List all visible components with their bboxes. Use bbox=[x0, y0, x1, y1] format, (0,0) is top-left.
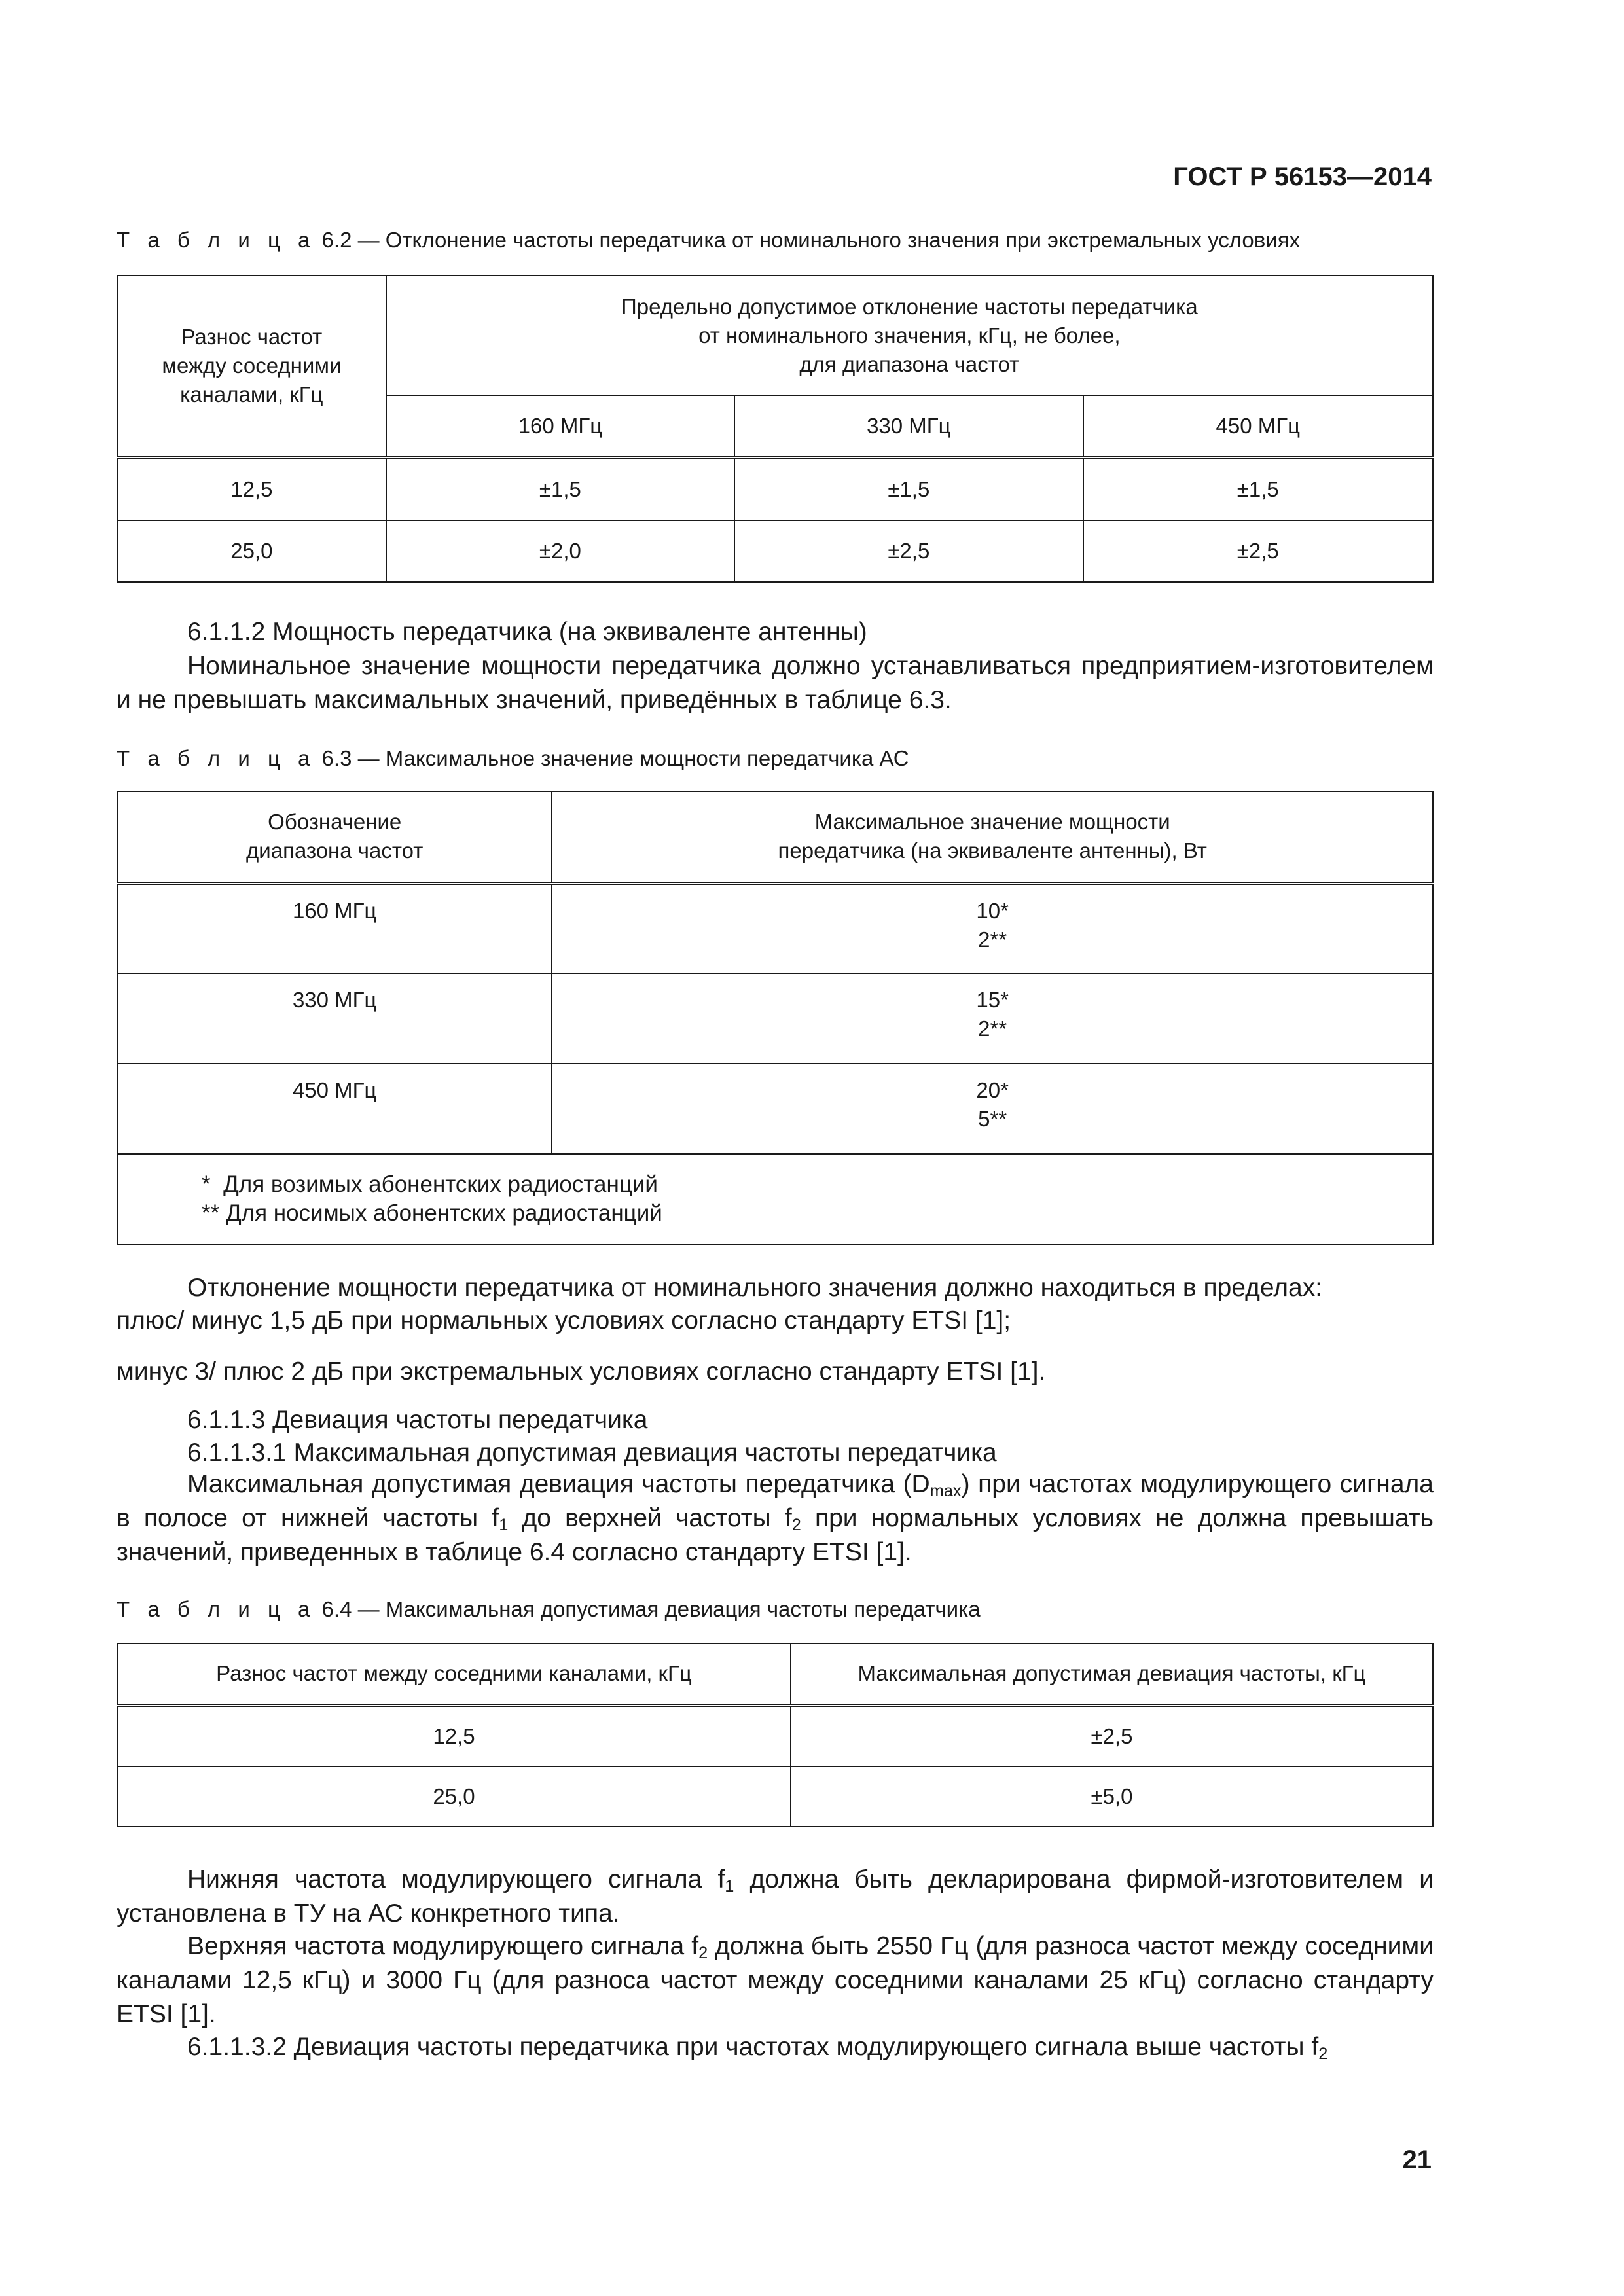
deviation-line-1: Отклонение мощности передатчика от номинального значения должно находиться в пределах: bbox=[187, 1274, 1323, 1302]
caption-text: 6.3 — Максимальное значение мощности передатчика АС bbox=[321, 746, 909, 770]
document-id: ГОСТ Р 56153—2014 bbox=[1173, 162, 1432, 191]
header-band: Обозначение диапазона частот bbox=[117, 791, 552, 883]
header-channel-spacing: Разнос частот между соседними каналами, кГц bbox=[117, 1643, 791, 1705]
table-row: 450 МГц 20* 5** bbox=[117, 1064, 1433, 1154]
header-330: 330 МГц bbox=[734, 395, 1083, 457]
caption-text: 6.4 — Максимальная допустимая девиация частоты передатчика bbox=[321, 1597, 981, 1621]
table-row: 12,5 ±2,5 bbox=[117, 1705, 1433, 1767]
header-450: 450 МГц bbox=[1083, 395, 1433, 457]
table-6-3-caption bbox=[117, 746, 909, 771]
section-6-1-1-3-2-heading: 6.1.1.3.2 Девиация частоты передатчика при частотах модулирующего сигнала выше частоты $f_2$ bbox=[187, 2033, 1328, 2063]
page-number: 21 bbox=[1402, 2145, 1432, 2174]
deviation-line-2: плюс/ минус 1,5 дБ при нормальных условиях согласно стандарту ETSI [1]; bbox=[117, 1306, 1011, 1335]
table-row: 25,0 ±5,0 bbox=[117, 1767, 1433, 1827]
table-row: 25,0 ±2,0 ±2,5 ±2,5 bbox=[117, 520, 1433, 582]
caption-word: Т а б л и ц а bbox=[117, 746, 316, 770]
section-6-1-1-2-heading: 6.1.1.2 Мощность передатчика (на эквиваленте антенны) bbox=[187, 618, 867, 646]
header-160: 160 МГц bbox=[386, 395, 734, 457]
section-6-1-1-3-1-text: Максимальная допустимая девиация частоты передатчика $(D_{max})$ при частотах модулирующего сигнала в полосе от нижней частоты $f_1$ до верхней частоты $f_2$ при нормальных условиях не должна превышать значений, приведенных в таблице 6.4 согласно стандарту ETSI [1]. bbox=[117, 1470, 1434, 1566]
section-6-1-1-3-heading: 6.1.1.3 Девиация частоты передатчика bbox=[187, 1406, 648, 1434]
caption-word: Т а б л и ц а bbox=[117, 228, 316, 252]
header-channel-spacing: Разнос частот между соседними каналами, кГц bbox=[117, 276, 386, 457]
section-6-1-1-3-1-heading: 6.1.1.3.1 Максимальная допустимая девиация частоты передатчика bbox=[187, 1439, 997, 1467]
header-max-deviation: Предельно допустимое отклонение частоты передатчика от номинального значения, кГц, не более, для диапазона частот bbox=[386, 276, 1433, 395]
table-row: 12,5 ±1,5 ±1,5 ±1,5 bbox=[117, 457, 1433, 520]
deviation-line-3: минус 3/ плюс 2 дБ при экстремальных условиях согласно стандарту ETSI [1]. bbox=[117, 1357, 1046, 1386]
caption-text: 6.2 — Отклонение частоты передатчика от номинального значения при экстремальных условиях bbox=[321, 228, 1301, 252]
caption-word: Т а б л и ц а bbox=[117, 1597, 316, 1621]
table-notes: * Для возимых абонентских радиостанций ** Для носимых абонентских радиостанций bbox=[117, 1154, 1433, 1244]
table-row: 330 МГц 15* 2** bbox=[117, 973, 1433, 1064]
table-row: 160 МГц 10* 2** bbox=[117, 883, 1433, 973]
lower-frequency-text: Нижняя частота модулирующего сигнала $f_1$ должна быть декларирована фирмой-изготовителем и установлена в ТУ на АС конкретного типа. bbox=[117, 1865, 1434, 1928]
upper-frequency-text: Верхняя частота модулирующего сигнала $f_2$ должна быть 2550 Гц (для разноса частот между соседними каналами 12,5 кГц) и 3000 Гц (для разноса частот между соседними каналами 25 кГц) согласно стандарту ETSI [1]. bbox=[117, 1932, 1434, 2028]
header-max-power: Максимальное значение мощности передатчика (на эквиваленте антенны), Вт bbox=[552, 791, 1433, 883]
table-6-2 bbox=[117, 275, 1434, 583]
table-6-4 bbox=[117, 1643, 1434, 1827]
table-6-2-caption bbox=[117, 228, 1300, 253]
section-6-1-1-2-text: Номинальное значение мощности передатчика должно устанавливаться предприятием-изготовителем и не превышать максимальных значений, приведённых в таблице 6.3. bbox=[117, 652, 1434, 714]
table-6-3 bbox=[117, 791, 1434, 1245]
table-6-4-caption bbox=[117, 1597, 981, 1622]
header-max-deviation: Максимальная допустимая девиация частоты, кГц bbox=[791, 1643, 1433, 1705]
